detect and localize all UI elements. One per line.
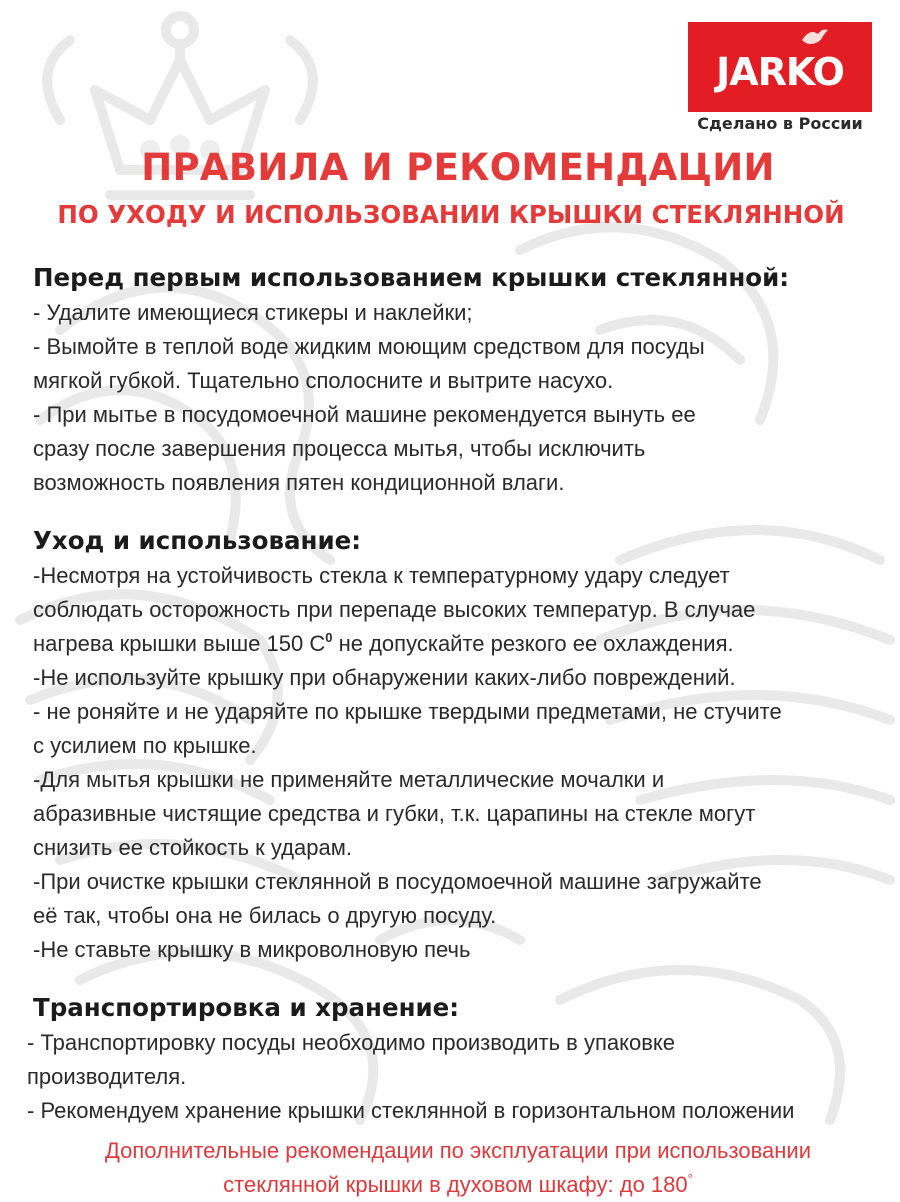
instruction-line: - Транспортировку посуды необходимо производить в упаковке	[27, 1030, 676, 1055]
temperature-text: нагрева крышки выше 150 С	[33, 631, 326, 656]
instruction-line: - При мытье в посудомоечной машине рекомендуется вынуть ее	[33, 402, 696, 427]
instruction-line: с усилием по крышке.	[33, 733, 257, 758]
instruction-line: -Для мытья крышки не применяйте металлические мочалки и	[33, 767, 665, 792]
bird-icon	[800, 26, 830, 48]
instruction-line: -При очистке крышки стеклянной в посудомоечной машине загружайте	[33, 869, 762, 894]
section-transport-and-storage	[27, 992, 887, 1128]
instruction-line: производителя.	[27, 1064, 187, 1089]
instruction-line: снизить ее стойкость к ударам.	[33, 835, 352, 860]
section-before-first-use	[33, 262, 893, 500]
instruction-line: - Удалите имеющиеся стикеры и наклейки;	[33, 300, 473, 325]
brand-logo	[688, 22, 872, 112]
instruction-line: мягкой губкой. Тщательно сполосните и вытрите насухо.	[33, 368, 614, 393]
instruction-line: -Не используйте крышку при обнаружении каких-либо повреждений.	[33, 665, 736, 690]
instruction-line: её так, чтобы она не билась о другую посуду.	[33, 903, 497, 928]
section-heading: Перед первым использованием крышки стеклянной:	[33, 263, 790, 292]
made-in-russia-label: Сделано в России	[697, 114, 863, 133]
instruction-line	[33, 627, 893, 661]
footer-line-2	[0, 1168, 900, 1202]
instruction-line: соблюдать осторожность при перепаде высоких температур. В случае	[33, 597, 756, 622]
page-subtitle: ПО УХОДУ И ИСПОЛЬЗОВАНИИ КРЫШКИ СТЕКЛЯННОЙ	[57, 200, 845, 229]
degree-superscript: 0	[325, 630, 333, 645]
instruction-line: -Не ставьте крышку в микроволновую печь	[33, 937, 471, 962]
footer-oven-text: стеклянной крышки в духовом шкафу: до 180	[223, 1172, 688, 1197]
section-heading: Транспортировка и хранение:	[33, 993, 460, 1022]
oven-recommendation-footer	[0, 1134, 900, 1202]
temperature-warning: не допускайте резкого ее охлаждения.	[338, 631, 734, 656]
section-care-and-use	[33, 525, 893, 967]
instruction-line: - не роняйте и не ударяйте по крышке твердыми предметами, не стучите	[33, 699, 782, 724]
instruction-line: - Рекомендуем хранение крышки стеклянной в горизонтальном положении	[27, 1098, 795, 1123]
instruction-line: абразивные чистящие средства и губки, т.к. царапины на стекле могут	[33, 801, 756, 826]
instruction-line: - Вымойте в теплой воде жидким моющим средством для посуды	[33, 334, 705, 359]
instruction-line: -Несмотря на устойчивость стекла к температурному удару следует	[33, 563, 730, 588]
instruction-line: возможность появления пятен кондиционной влаги.	[33, 470, 565, 495]
instruction-line: сразу после завершения процесса мытья, чтобы исключить	[33, 436, 646, 461]
page-title: ПРАВИЛА И РЕКОМЕНДАЦИИ	[141, 146, 775, 189]
logo-text: JARKO	[716, 50, 844, 94]
footer-degree-sign: °	[687, 1171, 693, 1186]
footer-line-1: Дополнительные рекомендации по эксплуатации при использовании	[105, 1138, 811, 1163]
section-heading: Уход и использование:	[33, 526, 362, 555]
